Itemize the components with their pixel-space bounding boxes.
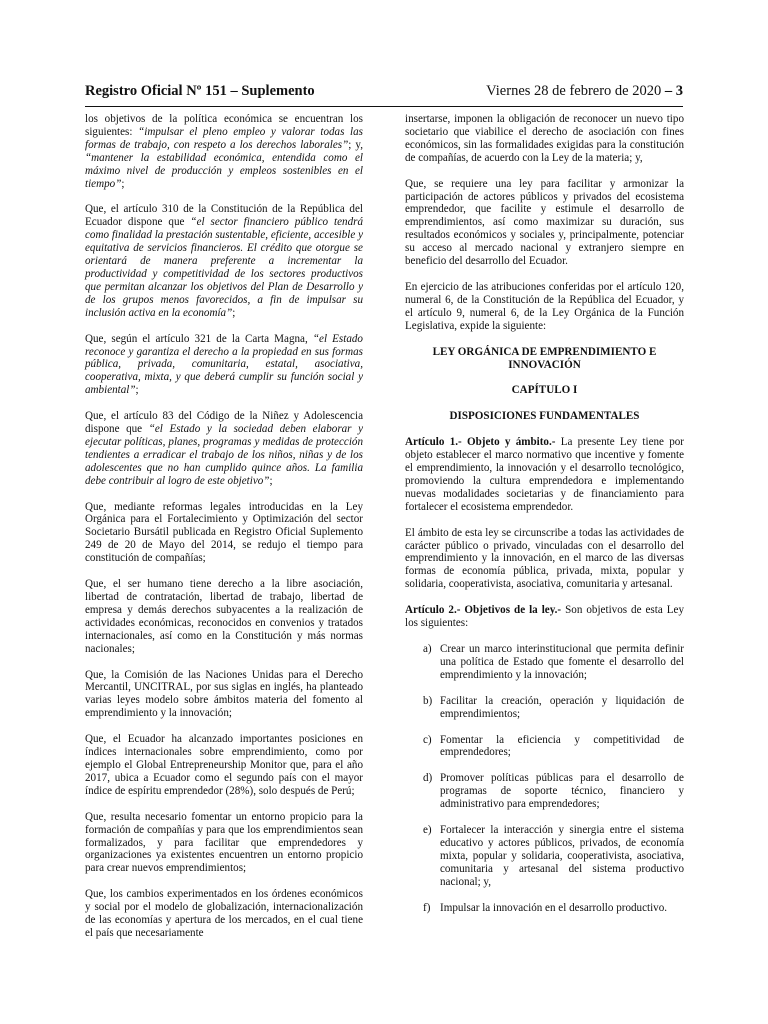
right-column <box>405 113 684 915</box>
paragraph-text: ; <box>121 177 125 190</box>
paragraph-text: Que, el artículo 83 del Código de la Niñez y Adolescencia dispone que <box>85 410 363 436</box>
considerando-paragraph <box>85 113 363 190</box>
header-date-page <box>486 83 683 100</box>
publication-title: Registro Oficial Nº 151 – Suplemento <box>85 83 315 99</box>
article-label: Artículo 2.- Objetivos de la ley.- <box>405 604 562 617</box>
article-2 <box>405 604 684 630</box>
page-header <box>85 82 683 107</box>
publication-date: Viernes 28 de febrero de 2020 <box>486 83 662 99</box>
list-item <box>405 902 684 915</box>
list-item-text: Fomentar la eficiencia y competitividad de emprendedores; <box>440 733 684 759</box>
quoted-text: “mantener la estabilidad económica, entendida como el máximo nivel de producción y empleos sostenibles en el tiempo” <box>85 151 363 190</box>
considerando-paragraph <box>85 203 363 319</box>
list-item-text: Fortalecer la interacción y sinergia entre el sistema educativo y actores públicos, privados, de economía mixta, popular y solidaria, cooperativista, asociativa, comunitaria y artesanal del sistema productivo nacional; y, <box>440 824 684 888</box>
paragraph-text: ; y, <box>348 138 363 151</box>
list-item <box>405 643 684 682</box>
list-marker: b) <box>423 694 433 707</box>
objectives-list <box>405 643 684 915</box>
enactment-paragraph: En ejercicio de las atribuciones conferidas por el artículo 120, numeral 6, de la Constitución de la República del Ecuador, y el artículo 9, numeral 6, de la Ley Orgánica de la Función Legislativa, expide la siguiente: <box>405 280 684 332</box>
paragraph-text: Que, según el artículo 321 de la Carta Magna, <box>85 332 313 345</box>
article-text: Son objetivos de esta Ley los siguientes: <box>405 604 684 630</box>
considerando-paragraph: Que, mediante reformas legales introducidas en la Ley Orgánica para el Fortalecimiento y Optimización del sector Societario Bursátil publicada en Registro Oficial Suplemento 249 de 20 de Mayo del 2014, se redujo el tiempo para constitución de compañías; <box>85 500 363 565</box>
paragraph-text: Que, el artículo 310 de la Constitución de la República del Ecuador dispone que <box>85 203 363 229</box>
list-marker: f) <box>423 901 431 914</box>
considerando-paragraph: Que, se requiere una ley para facilitar y armonizar la participación de actores públicos y privados del ecosistema emprendedor, que facilite y estimule el desarrollo de emprendimientos, así como maximizar su duración, sus resultados económicos y sociales y, principalmente, potenciar su acceso al mercado nacional y extranjero siempre en beneficio del desarrollo del Ecuador. <box>405 177 684 268</box>
quoted-text: “el Estado y la sociedad deben elaborar y ejecutar políticas, planes, programas y medidas de protección tendientes a erradicar el trabajo de los niños, niñas y de los adolescentes que no han cumplido quince años. La familia debe contribuir al logro de este objetivo” <box>85 423 364 487</box>
list-item-text: Impulsar la innovación en el desarrollo productivo. <box>440 901 668 914</box>
chapter-heading: CAPÍTULO I <box>511 384 578 397</box>
chapter-title: DISPOSICIONES FUNDAMENTALES <box>449 410 640 423</box>
paragraph-text: ; <box>269 474 273 487</box>
quoted-text: “el sector financiero público tendrá como finalidad la prestación sustentable, eficiente, accesible y equitativa de servicios financieros. El crédito que otorgue se orientará de manera preferente a incrementar la productividad y competitividad de los sectores productivos que permitan alcanzar los objetivos del Plan de Desarrollo y de los grupos menos favorecidos, a fin de impulsar su inclusión activa en la economía” <box>85 216 364 319</box>
law-title: LEY ORGÁNICA DE EMPRENDIMIENTO E INNOVACIÓN <box>432 345 657 371</box>
article-label: Artículo 1.- Objeto y ámbito.- <box>405 436 556 449</box>
quoted-text: “impulsar el pleno empleo y valorar todas las formas de trabajo, con respeto a los derechos laborales” <box>85 125 363 151</box>
list-item <box>405 695 684 721</box>
considerando-paragraph: Que, resulta necesario fomentar un entorno propicio para la formación de compañías y para que los emprendimientos sean formalizados, y para facilitar que emprendedores y organizaciones ya existentes encuentren un entorno propicio para crear nuevos emprendimientos; <box>85 810 363 875</box>
list-item <box>405 734 684 760</box>
list-item <box>405 772 684 811</box>
list-item <box>405 824 684 889</box>
list-item-text: Crear un marco interinstitucional que permita definir una política de Estado que fomente el desarrollo del emprendimiento y la innovación; <box>440 643 684 681</box>
list-marker: c) <box>423 733 432 746</box>
considerando-paragraph <box>85 410 363 487</box>
considerando-paragraph: Que, la Comisión de las Naciones Unidas para el Derecho Mercantil, UNCITRAL, por sus siglas en inglés, ha planteado varias leyes modelo sobre ámbitos materia del fomento al emprendimiento y la innovación; <box>85 668 363 720</box>
header-separator: – <box>664 83 673 99</box>
article-1 <box>405 436 684 513</box>
paragraph-text: ; <box>232 306 236 319</box>
list-marker: a) <box>423 643 432 655</box>
considerando-paragraph <box>85 333 363 398</box>
considerando-paragraph: insertarse, imponen la obligación de reconocer un nuevo tipo societario que viabilice el derecho de asociación con fines económicos, sin las formalidades exigidas para la constitución de compañías, de acuerdo con la Ley de la materia; y, <box>405 113 684 164</box>
quoted-text: “el Estado reconoce y garantiza el derecho a la propiedad en sus formas pública, privada, comunitaria, estatal, asociativa, cooperativa, mixta, y que deberá cumplir su función social y ambiental” <box>85 332 363 397</box>
page-number: 3 <box>675 83 683 99</box>
article-1-scope: El ámbito de esta ley se circunscribe a todas las actividades de carácter público o privado, vinculadas con el desarrollo del emprendimiento y la innovación, en el marco de las diversas formas de economía pública, privada, mixta, popular y solidaria, cooperativista, asociativa, comunitaria y artesanal. <box>405 526 684 591</box>
list-item-text: Facilitar la creación, operación y liquidación de emprendimientos; <box>440 694 684 720</box>
considerando-paragraph: Que, el Ecuador ha alcanzado importantes posiciones en índices internacionales sobre emprendimiento, como por ejemplo el Global Entrepreneurship Monitor que, para el año 2017, ubica a Ecuador como el segundo país con el mayor índice de espíritu emprendedor (28%), solo después de Perú; <box>85 733 363 797</box>
list-marker: d) <box>423 772 433 785</box>
considerando-paragraph: Que, los cambios experimentados en los órdenes económicos y social por el modelo de globalización, internacionalización de las economías y apertura de los mercados, en el cual tiene el país que necesariamente <box>85 888 363 939</box>
left-column <box>85 113 363 940</box>
list-item-text: Promover políticas públicas para el desarrollo de programas de soporte técnico, financiero y administrativo para emprendedores; <box>440 772 684 811</box>
considerando-paragraph: Que, el ser humano tiene derecho a la libre asociación, libertad de contratación, libertad de trabajo, libertad de empresa y demás derechos subyacentes a la realización de actividades económicas, reconocidos en convenios y tratados internacionales, así como en la Constitución y más normas nacionales; <box>85 578 363 655</box>
article-text: La presente Ley tiene por objeto establecer el marco normativo que incentive y fomente el emprendimiento, la innovación y el desarrollo tecnológico, promoviendo la cultura emprendedora e implementando nuevas modalidades societarias y de financiamiento para fortalecer el ecosistema emprendedor. <box>405 436 685 513</box>
paragraph-text: ; <box>135 384 139 397</box>
list-marker: e) <box>423 824 432 837</box>
paragraph-text: los objetivos de la política económica se encuentran los siguientes: <box>85 113 363 138</box>
